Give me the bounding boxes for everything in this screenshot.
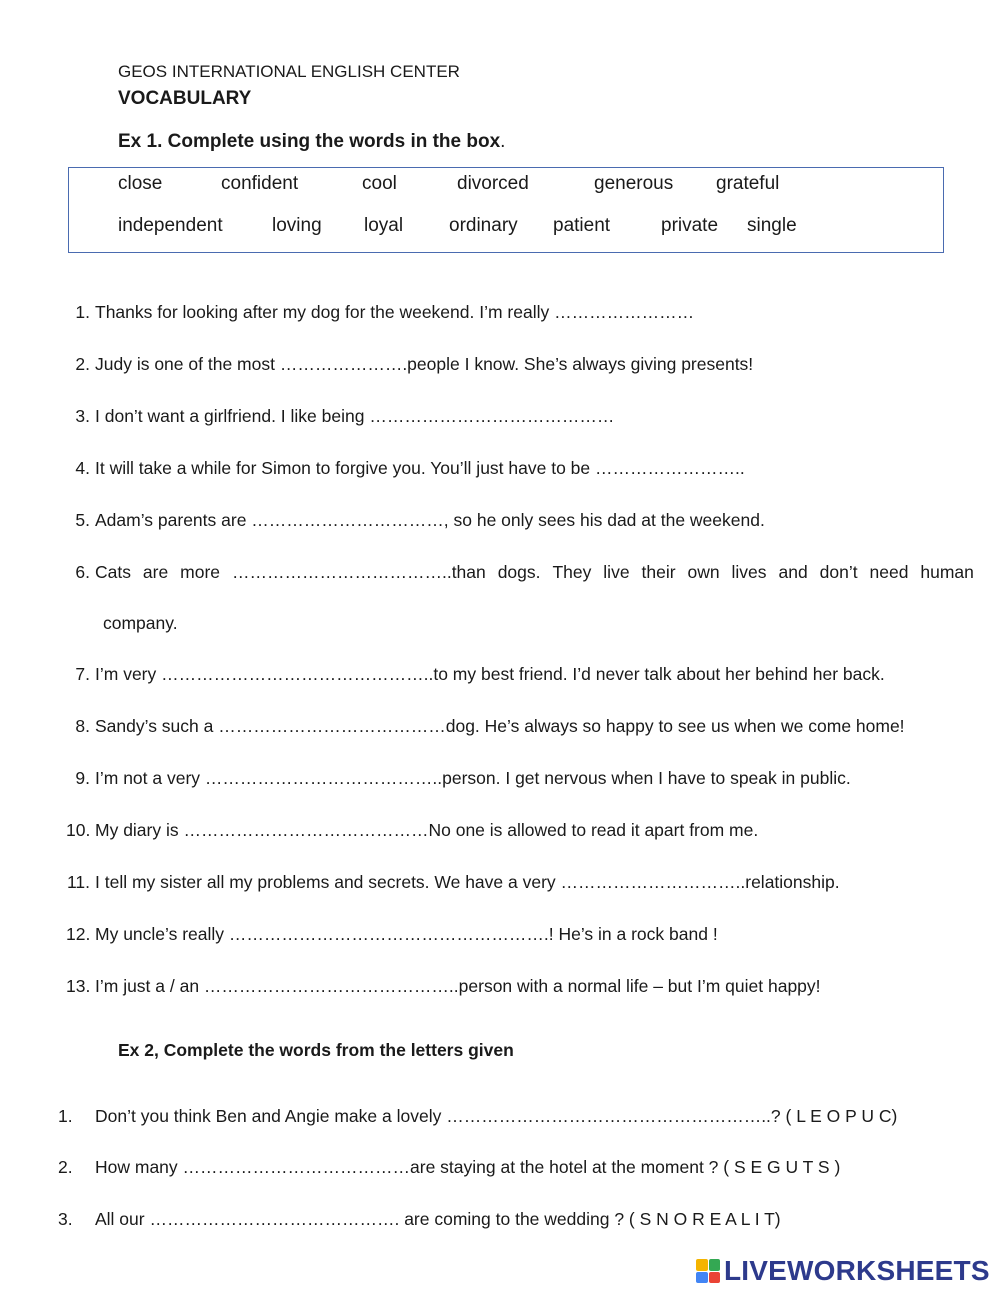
question-word: dogs. (497, 562, 541, 582)
question-text: I tell my sister all my problems and secrets. We have a very …………………………..relationship. (95, 872, 840, 892)
page-title: VOCABULARY (118, 88, 252, 109)
question-number: 4. (75, 458, 90, 478)
question-number: 8. (75, 716, 90, 736)
question-text: Thanks for looking after my dog for the weekend. I’m really …………………… (95, 302, 695, 322)
question-number: 3. (75, 406, 90, 426)
logo-mark-icon (696, 1259, 720, 1283)
question-word: own (687, 562, 720, 582)
exercise-2-title: Ex 2, Complete the words from the letters given (118, 1040, 514, 1060)
school-name: GEOS INTERNATIONAL ENGLISH CENTER (118, 62, 460, 81)
question-number: 5. (75, 510, 90, 530)
logo-mark-square (696, 1272, 708, 1284)
question-word: are (142, 562, 169, 582)
word-cool: cool (362, 173, 397, 194)
question-text: I’m very ………………………………………..to my best friend. I’d never talk about her behind her back. (95, 664, 885, 684)
logo-mark-square (709, 1272, 721, 1284)
question-text: I don’t want a girlfriend. I like being …………………………………… (95, 406, 615, 426)
question-number: 11. (66, 872, 90, 892)
question-text: Judy is one of the most ………………….people I know. She’s always giving presents! (95, 354, 754, 374)
word-ordinary: ordinary (449, 215, 518, 236)
question-word: They (552, 562, 592, 582)
question-word: human (920, 562, 974, 582)
word-single: single (747, 215, 797, 236)
question-text: Sandy’s such a …………………………………dog. He’s always so happy to see us when we come home! (95, 716, 905, 736)
logo-mark-square (709, 1259, 721, 1271)
word-loving: loving (272, 215, 322, 236)
question-word: more (180, 562, 221, 582)
question-number: 1. (58, 1106, 73, 1126)
question-text: I’m not a very …………………………………..person. I get nervous when I have to speak in public. (95, 768, 851, 788)
question-text-line-1 (95, 562, 974, 583)
question-text-line-2: company. (103, 613, 178, 633)
question-number: 10. (66, 820, 91, 840)
exercise-1-title-period: . (500, 131, 506, 152)
question-word: don’t (819, 562, 858, 582)
question-word: Cats (95, 562, 131, 582)
question-word: need (869, 562, 909, 582)
question-text: Don’t you think Ben and Angie make a lovely ………………………………………………..? ( L E O P U C) (95, 1106, 898, 1126)
question-number: 7. (75, 664, 90, 684)
word-generous: generous (594, 173, 674, 194)
question-word: and (778, 562, 808, 582)
word-independent: independent (118, 215, 223, 236)
word-box (68, 167, 944, 253)
question-text: My diary is ……………………………………No one is allowed to read it apart from me. (95, 820, 759, 840)
word-loyal: loyal (364, 215, 404, 236)
question-text: Adam’s parents are ……………………………, so he only sees his dad at the weekend. (95, 510, 765, 530)
word-close: close (118, 173, 163, 194)
question-word: their (641, 562, 676, 582)
question-number: 1. (75, 302, 90, 322)
exercise-1-title-text: Ex 1. Complete using the words in the box (118, 131, 501, 152)
exercise-1-title (118, 131, 505, 153)
word-grateful: grateful (716, 173, 780, 194)
question-word: lives (731, 562, 767, 582)
question-word: ………………………………..than (231, 562, 486, 582)
word-private: private (661, 215, 719, 236)
logo-text: LIVEWORKSHEETS (724, 1255, 990, 1286)
question-text: My uncle’s really ……………………………………………….! He’s in a rock band ! (95, 924, 718, 944)
question-number: 2. (58, 1157, 73, 1177)
question-number: 9. (75, 768, 90, 788)
question-text: All our ……………………………………. are coming to the wedding ? ( S N O R E A L I T) (95, 1209, 781, 1229)
question-number: 6. (75, 562, 90, 582)
question-number: 2. (75, 354, 90, 374)
question-text: How many …………………………………are staying at the hotel at the moment ? ( S E G U T S ) (95, 1157, 841, 1177)
word-divorced: divorced (457, 173, 529, 194)
question-number: 13. (66, 976, 91, 996)
word-patient: patient (553, 215, 611, 236)
question-text: I’m just a / an ……………………………………..person with a normal life – but I’m quiet happy! (95, 976, 821, 996)
question-number: 12. (66, 924, 91, 944)
question-number: 3. (58, 1209, 73, 1229)
word-confident: confident (221, 173, 299, 194)
liveworksheets-logo[interactable] (696, 1255, 990, 1287)
question-word: live (603, 562, 630, 582)
question-text: It will take a while for Simon to forgive you. You’ll just have to be …………………….. (95, 458, 745, 478)
logo-mark-square (696, 1259, 708, 1271)
